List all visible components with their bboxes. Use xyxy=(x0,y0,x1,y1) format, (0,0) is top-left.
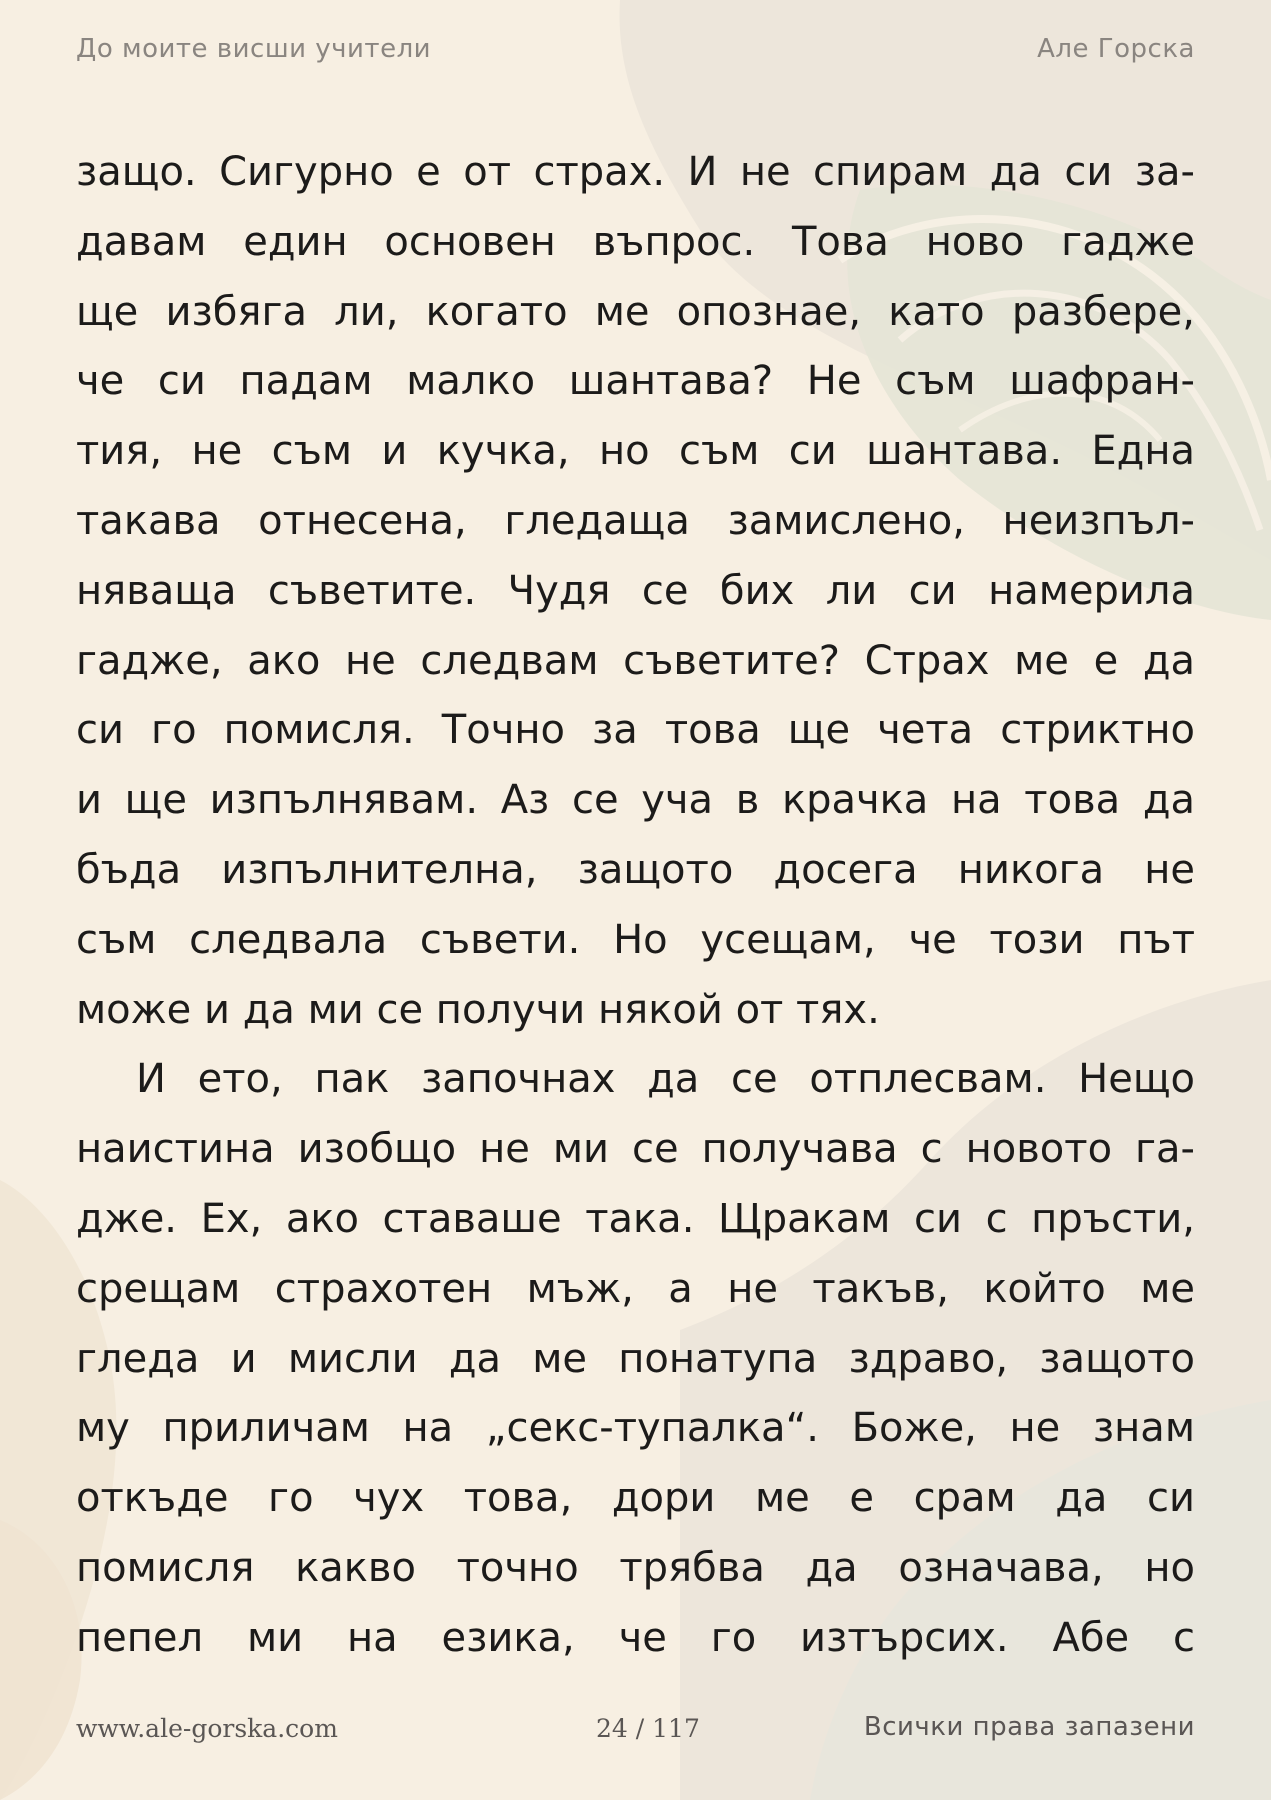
text-line: наистина изобщо не ми се получава с новото га- xyxy=(76,1126,1195,1173)
text-line: съм следвала съвети. Но усещам, че този път xyxy=(76,916,1195,963)
page-footer xyxy=(76,1712,1195,1752)
text-line: му приличам на „секс-тупалка“. Боже, не знам xyxy=(76,1405,1195,1452)
text-line: ще избяга ли, когато ме опознае, като разбере, xyxy=(76,288,1195,335)
copyright-notice: Всички права запазени xyxy=(863,1712,1195,1742)
text-line: гадже, ако не следвам съветите? Страх ме е да xyxy=(76,637,1195,684)
text-line: може и да ми се получи някой от тях. xyxy=(76,986,880,1033)
text-line: няваща съветите. Чудя се бих ли си намерила xyxy=(76,567,1195,614)
text-line: И ето, пак започнах да се отплесвам. Нещо xyxy=(136,1056,1195,1103)
text-line: срещам страхотен мъж, а не такъв, който ме xyxy=(76,1265,1195,1312)
book-title: До моите висши учители xyxy=(76,34,432,64)
text-line: бъда изпълнителна, защото досега никога не xyxy=(76,846,1195,893)
text-line: си го помисля. Точно за това ще чета стриктно xyxy=(76,707,1195,754)
text-line: дже. Ех, ако ставаше така. Щракам си с пръсти, xyxy=(76,1195,1195,1242)
text-line: че си падам малко шантава? Не съм шафран- xyxy=(76,358,1195,405)
page-body-text xyxy=(76,138,1195,1674)
page-number: 24 / 117 xyxy=(596,1714,700,1743)
text-line: гледа и мисли да ме понатупа здраво, защото xyxy=(76,1335,1195,1382)
text-line: такава отнесена, гледаща замислено, неизпъл- xyxy=(76,497,1195,544)
text-line: тия, не съм и кучка, но съм си шантава. Една xyxy=(76,428,1195,475)
text-line: давам един основен въпрос. Това ново гадже xyxy=(76,218,1195,265)
website-link[interactable]: www.ale-gorska.com xyxy=(76,1714,338,1743)
text-line: защо. Сигурно е от страх. И не спирам да си за- xyxy=(76,149,1195,195)
text-line: помисля какво точно трябва да означава, но xyxy=(76,1544,1195,1591)
text-line: откъде го чух това, дори ме е срам да си xyxy=(76,1475,1195,1522)
text-line: пепел ми на езика, че го изтърсих. Абе с xyxy=(76,1614,1195,1661)
text-line: и ще изпълнявам. Аз се уча в крачка на това да xyxy=(76,777,1195,824)
page-header xyxy=(76,34,1195,70)
author-name: Але Горска xyxy=(1037,34,1195,64)
